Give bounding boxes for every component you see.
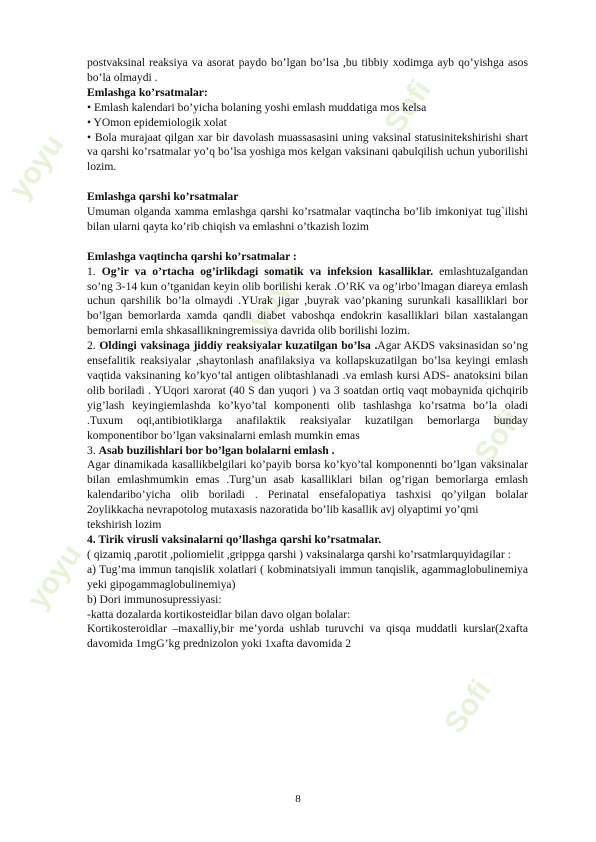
spacer (87, 175, 528, 190)
item-title: Oldingi vaksinaga jiddiy reaksiyalar kuzatilgan bo’lsa . (99, 339, 378, 353)
paragraph: Umuman olganda xamma emlashga qarshi ko’rsatmalar vaqtincha bo’lib imkoniyat tug`ilishi bilan ularni qayta ko’rib chiqish va emlashni o’tkazish lozim (87, 205, 528, 233)
item-text: Agar AKDS vaksinasidan so’ng ensefalitik reaksiyalar ,shaytonlash anafilaksiya va kollapskuzatilgan bo’lsa keyingi emlash vaqtida vaksinaning ko’kyo’tal antigen olibtashlanadi .va emlash kursi ADS- anatoksini bilan olib boriladi . YUqori xarorat (40 S dan yuqori ) va 3 soatdan ortiq vaqt mobaynida qichqirib yig’lash keyingiemlashda ko’kyo’tal komponenti olib tashlashga ko’rsatma bo’la oladi .Tuxum oqi,antibiotiklarga anafilaktik reaksiyalar kuzatilgan bemorlarga bunday komponentibor bo’lgan vaksinalarni emlash mumkin emas (87, 339, 529, 442)
numbered-item (87, 444, 528, 459)
watermark: yoyu (21, 538, 89, 615)
paragraph: Kortikosteroidlar –maxalliy,bir me’yorda ushlab turuvchi va qisqa muddatli kurslar(2xafta davomida 1mgG’kg prednizolon yoki 1xafta davomida 2 (87, 622, 528, 651)
section-heading: 4. Tirik virusli vaksinalarni qo’llashga qarshi ko’rsatmalar. (87, 532, 382, 546)
page-content (87, 56, 528, 652)
item-number: 1. (87, 264, 102, 278)
list-item: • Bola murajaat qilgan xar bir davolash muassasasini uning vaksinal statusinitekshirishi shart va qarshi ko’rsatmalar yo’q bo’lsa yoshiga mos kelgan vaksinani qabulqilish uchun yuborilishi lozim. (87, 130, 528, 174)
list-item: -katta dozalarda kortikosteidlar bilan davo olgan bolalar: (87, 607, 351, 621)
spacer (87, 235, 528, 250)
item-title: Asab buzilishlari bor bo’lgan bolalarni emlash . (98, 443, 335, 457)
watermark: yoyu (241, 258, 309, 335)
item-title: Og’ir va o’rtacha og’irlikdagi somatik va infeksion kasalliklar. (101, 264, 434, 278)
page-number: 8 (295, 793, 301, 805)
paragraph: ( qizamiq ,parotit ,poliomielit ,grippga qarshi ) vaksinalarga qarshi ko’rsatmlarquyidagilar : (87, 547, 511, 561)
list-item: b) Dori immunosupressiyasi: (87, 592, 222, 606)
numbered-item (87, 339, 528, 443)
section-heading: Emlashga vaqtincha qarshi ko’rsatmalar : (87, 249, 297, 263)
watermark: Sofi (378, 74, 438, 140)
item-number: 2. (87, 339, 100, 353)
paragraph: tekshirish lozim (87, 518, 162, 532)
watermark: yoyu (3, 128, 71, 205)
list-item: a) Tug’ma immun tanqislik xolatlari ( kobminatsiyali immun tanqislik, agammaglobulinemiya yeki gipogammaglobulinemiya) (87, 562, 528, 591)
list-item: • Emlash kalendari bo’yicha bolaning yoshi emlash muddatiga mos kelsa (87, 100, 427, 114)
item-text: emlashtuzalgandan so’ng 3-14 kun o’tganidan keyin olib borilishi kerak .O’RK va og’irbo’lmagan diareya emlash uchun qarshilik bo’la olmaydi .YUrak jigar ,buyrak vao’pkaning surunkali kasalliklari bor bo’lgan bemorlarda xamda qandli diabet vaboshqa endokrin kasalliklari bilan xastalangan bemorlarni emla shkasallikningremissiya davrida olib borilishi lozim. (87, 264, 529, 338)
paragraph: postvaksinal reaksiya va asorat paydo bo’lgan bo’lsa ,bu tibbiy xodimga ayb qo’yishga asos bo’la olmaydi . (87, 56, 528, 84)
section-heading: Emlashga qarshi ko’rsatmalar (87, 190, 239, 204)
watermark: Sofi (438, 674, 498, 740)
section-heading: Emlashga ko’rsatmalar: (87, 85, 208, 99)
numbered-item (87, 265, 528, 340)
paragraph: Agar dinamikada kasallikbelgilari ko’payib borsa ko’kyo’tal komponennti bo’lgan vaksinalar bilan emlashmumkin emas .Turg’un asab kasalliklari bilan og’rigan bemorlarga emlash kalendaribo’yicha olib boriladi . Perinatal ensefalopatiya tashxisi qo’yilgan bolalar 2oylikkacha nevrapotolog mutaxasis nazoratida bo’lib kasallik avj olyaptimi yo’qmi (87, 458, 528, 517)
list-item: • YOmon epidemiologik xolat (87, 115, 227, 129)
item-number: 3. (87, 443, 99, 457)
watermark: Sofi (468, 404, 528, 470)
